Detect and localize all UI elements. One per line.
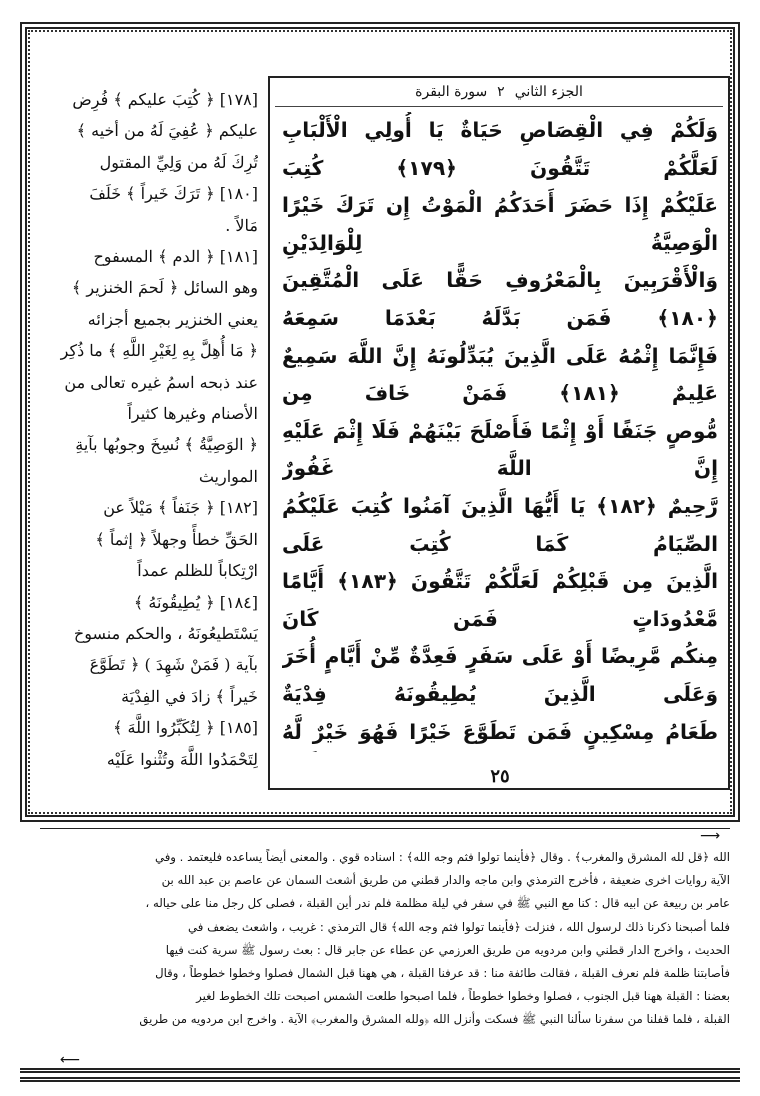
- footnote-line: بعضنا : القبلة ههنا قبل الجنوب ، فصلوا وخطوا خطوطاً ، فلما اصبحوا طلعت الشمس اصبحت تلك الخطوط لغير: [196, 989, 730, 1004]
- commentary-line: ارْتِكاباً للظلم عمداً: [137, 561, 258, 581]
- footnote-line: فأصابتنا ظلمة فلم نعرف القبلة ، فقالت طائفة منا : قد عرفنا القبلة ، هي ههنا قبل الشمال فصلوا وخطوا خطوطاً ، وقال: [155, 966, 730, 981]
- commentary-line: [١٨٠] ﴿ تَرَكَ خَيراً ﴾ خَلَفَ: [89, 184, 258, 204]
- footnotes: [50, 846, 730, 1058]
- ornamental-bottom-border: [20, 1068, 740, 1082]
- footnote-line: الآية روايات اخرى ضعيفة ، فأخرج الترمذي وابن ماجه والدار قطني من طريق أشعث السمان عن عاصم بن عبد الله بن: [161, 873, 730, 888]
- commentary-line: ﴿ مَا أُهِلَّ بِهِ لِغَيْرِ اللَّهِ ﴾ ما ذُكِر: [60, 341, 258, 361]
- page-header: [275, 78, 723, 107]
- margin-commentary: [50, 84, 258, 794]
- commentary-line: تُرِكَ لَهُ من وَلِيِّ المقتول: [99, 152, 258, 172]
- commentary-line: مَالاً .: [225, 215, 258, 235]
- continue-arrow-icon: ⟶: [700, 828, 721, 844]
- commentary-line: بآية ( فَمَنْ شَهِدَ ) ﴿ تَطَوَّعَ: [89, 655, 258, 675]
- continue-arrow-icon: ⟵: [60, 1052, 81, 1068]
- quran-line: وَالْأَقْرَبِينَ بِالْمَعْرُوفِ حَقًّا عَلَى الْمُتَّقِينَ ﴿١٨٠﴾ فَمَن بَدَّلَهُ بَعْدَمَا سَمِعَهُ: [282, 268, 718, 330]
- commentary-line: المواريث: [198, 466, 258, 486]
- commentary-line: ﴿ الوَصِيَّةُ ﴾ نُسِخَ وجوبُها بآيةِ: [75, 435, 258, 455]
- commentary-line: يَسْتَطيعُونَهُ ، والحكم منسوخ: [73, 623, 258, 643]
- juz-label: الجزء الثاني: [514, 84, 583, 100]
- commentary-line: يعني الخنزير بجميع أجزائه: [87, 309, 258, 329]
- commentary-line: [١٨٢] ﴿ جَنَفاً ﴾ مَيْلاً عن: [103, 498, 258, 518]
- footnote-line: فلما أصبحنا ذكرنا ذلك لرسول الله ، فنزلت ﴿فأينما تولوا فثم وجه الله﴾ قال الترمذي : غريب ، واشعث يضعف في: [188, 919, 730, 934]
- commentary-line: [١٨١] ﴿ الدم ﴾ المسفوح: [93, 247, 258, 267]
- quran-line: فَإِنَّمَا إِثْمُهُ عَلَى الَّذِينَ يُبَدِّلُونَهُ إِنَّ اللَّهَ سَمِيعٌ عَلِيمٌ ﴿١٨١﴾ فَمَنْ خَافَ مِن: [282, 343, 718, 406]
- commentary-line: عليكم ﴿ عُفِيَ لَهُ من أخيه ﴾: [76, 121, 258, 141]
- commentary-line: الحَقِّ خطأً وجهلاً ﴿ إثماً ﴾: [95, 529, 258, 549]
- commentary-line: عند ذبحه اسمُ غيره تعالى من: [64, 372, 258, 392]
- footnote-line: الله ﴿قل لله المشرق والمغرب﴾ . وقال ﴿فأينما تولوا فثم وجه الله﴾ : اسناده قوي . والمعنى أيضاً يساعده فليعتمد . وفي: [154, 850, 730, 864]
- quran-line: رَّحِيمٌ ﴿١٨٢﴾ يَا أَيُّهَا الَّذِينَ آمَنُوا كُتِبَ عَلَيْكُمُ الصِّيَامُ كَمَا كُتِبَ عَلَى: [282, 493, 718, 556]
- surah-label: سورة البقرة: [415, 84, 488, 100]
- quran-line: مِنكُم مَّرِيضًا أَوْ عَلَى سَفَرٍ فَعِدَّةٌ مِّنْ أَيَّامٍ أُخَرَ وَعَلَى الَّذِينَ يُطِيقُونَهُ فِدْيَةٌ: [282, 644, 718, 706]
- quran-line: مُّوصٍ جَنَفًا أَوْ إِثْمًا فَأَصْلَحَ بَيْنَهُمْ فَلَا إِثْمَ عَلَيْهِ إِنَّ اللَّهَ غَفُورٌ: [282, 418, 718, 481]
- commentary-line: [١٧٨] ﴿ كُتِبَ عليكم ﴾ فُرِض: [72, 90, 258, 109]
- commentary-line: لِتَحْمَدُوا اللَّهَ وتُثْنوا عَلَيْه: [106, 749, 258, 769]
- footnote-divider: [40, 828, 730, 829]
- quran-line: عَلَيْكُمْ إِذَا حَضَرَ أَحَدَكُمُ الْمَوْتُ إِن تَرَكَ خَيْرًا الْوَصِيَّةُ لِلْوَالِدَيْنِ: [282, 193, 718, 255]
- commentary-line: وهو السائل ﴿ لَحمَ الخنزير ﴾: [71, 278, 258, 298]
- commentary-line: خَيراً ﴾ زادَ في الفِدْيَة: [121, 686, 258, 706]
- quran-line: وَلَكُمْ فِي الْقِصَاصِ حَيَاةٌ يَا أُولِي الْأَلْبَابِ لَعَلَّكُمْ تَتَّقُونَ ﴿١٧٩﴾ كُتِبَ: [282, 118, 718, 180]
- quran-text: [282, 112, 718, 752]
- commentary-line: [١٨٥] ﴿ لِتُكَبِّرُوا اللَّهَ ﴾: [113, 718, 258, 738]
- footnote-line: القبلة ، فلما قفلنا من سفرنا سألنا النبي ﷺ فسكت وأنزل الله ﴿ولله المشرق والمغرب﴾ الآية . واخرج ابن مردويه من طريق: [139, 1012, 730, 1027]
- page-number: ٢٥: [490, 766, 510, 787]
- commentary-line: الأصنام وغيرها كثيراً: [127, 404, 258, 424]
- quran-line: الَّذِينَ مِن قَبْلِكُمْ لَعَلَّكُمْ تَتَّقُونَ ﴿١٨٣﴾ أَيَّامًا مَّعْدُودَاتٍ فَمَن كَانَ: [282, 569, 718, 631]
- footnote-line: الحديث ، واخرج الدار قطني وابن مردويه من طريق العرزمي عن عطاء عن جابر قال : بعث رسول ﷺ سرية كنت فيها: [165, 942, 730, 957]
- juz-number: ٢: [497, 84, 505, 100]
- quran-line: طَعَامُ مِسْكِينٍ فَمَن تَطَوَّعَ خَيْرًا فَهُوَ خَيْرٌ لَّهُ: [282, 719, 718, 744]
- footnote-line: عامر بن ربيعة عن ابيه قال : كنا مع النبي ﷺ في سفر في ليلة مظلمة فلم ندر أين القبلة ، فصلى كل رجل منا على حياله ،: [145, 896, 730, 911]
- commentary-line: [١٨٤] ﴿ يُطِيقُونَهُ ﴾: [133, 592, 258, 612]
